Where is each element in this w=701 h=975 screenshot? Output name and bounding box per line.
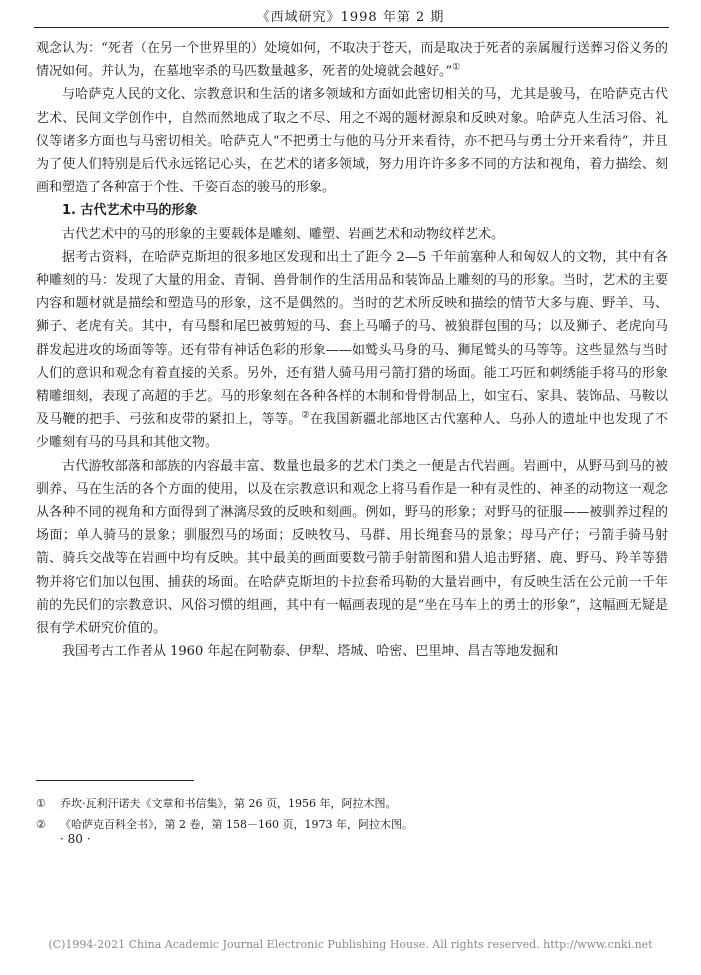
paragraph-text-tail: 在我国新疆北部地区古代塞种人、乌孙人的遗址中也发现了不少雕刻有马的马具和其他文物。: [36, 412, 668, 451]
running-header: 《西域研究》1998 年第 2 期: [256, 10, 445, 25]
section-heading: 1. 古代艺术中马的形象: [62, 203, 198, 219]
footnote-rule: [36, 780, 194, 781]
copyright-notice: (C)1994-2021 China Academic Journal Electronic Publishing House. All rights reserved. http://www.cnki.net: [48, 938, 653, 951]
article-body: [36, 37, 668, 663]
footnotes: [36, 793, 668, 835]
paragraph: [36, 246, 668, 455]
paragraph: 古代艺术中的马的形象的主要载体是雕刻、雕塑、岩画艺术和动物纹样艺术。: [62, 226, 505, 242]
paragraph: 我国考古工作者从 1960 年起在阿勒泰、伊犁、塔城、哈密、巴里坤、昌吉等地发掘和: [62, 644, 559, 660]
paragraph-continuation: [36, 37, 668, 83]
paragraph-text: 据考古资料，在哈萨克斯坦的很多地区发现和出土了距今 2—5 千年前塞种人和匈奴人的文物，其中有各种雕刻的马：发现了大量的用金、青铜、兽骨制作的生活用品和装饰品上雕刻的马的形象。当时，艺术的主要内容和题材就是描绘和塑造马的形象，这不是偶然的。当时的艺术所反映和描绘的情节大多与鹿、野羊、马、狮子、老虎有关。其中，有马鬃和尾巴被剪短的马、套上马嚼子的马、被狼群包围的马；以及狮子、老虎向马群发起进攻的场面等等。还有带有神话色彩的形象——如鹫头马身的马、狮尾鹫头的马等等。这些显然与当时人们的意识和观念有着直接的关系。另外，还有猎人骑马用弓箭打猎的场面。能工巧匠和刺绣能手将马的形象精雕细刻，表现了高超的手艺。马的形象刻在各种各样的木制和骨骨制品上，如宝石、家具、装饰品、马鞍以及马鞭的把手、弓弦和皮带的紧扣上，等等。: [36, 249, 668, 428]
footnote-text: 《哈萨克百科全书》，第 2 卷，第 158－160 页，1973 年，阿拉木图。: [60, 818, 413, 831]
footnote-text: 乔坎·瓦利汗诺夫《文章和书信集》，第 26 页，1956 年，阿拉木图。: [60, 797, 397, 810]
page-number: · 80 ·: [60, 832, 91, 846]
paragraph: 古代游牧部落和部族的内容最丰富、数量也最多的艺术门类之一便是古代岩画。岩画中，从野马到马的被驯养、马在生活的各个方面的使用，以及在宗教意识和观念上将马看作是一种有灵性的、神圣的动物这一观念从各种不同的视角和方面得到了淋漓尽致的反映和刻画。例如，野马的形象；对野马的征服——被驯养过程的场面；单人骑马的景象；驯服烈马的场面；反映牧马、马群、用长绳套马的景象；母马产仔；弓箭手骑马射箭、骑兵交战等在岩画中均有反映。其中最美的画面要数弓箭手射箭图和猎人追击野猪、鹿、野马、羚羊等猎物并将它们加以包围、捕获的场面。在哈萨克斯坦的卡拉套希玛勒的大量岩画中，有反映生活在公元前一千年前的先民们的宗教意识、风俗习惯的组画，其中有一幅画表现的是“坐在马车上的勇士的形象”，这幅画无疑是很有学术研究价值的。: [36, 458, 668, 637]
paragraph-text: 观念认为：“死者（在另一个世界里的）处境如何，不取决于苍天，而是取决于死者的亲属履行送葬习俗义务的情况如何。并认为，在墓地宰杀的马匹数量越多，死者的处境就会越好。”: [36, 41, 668, 80]
paragraph: 与哈萨克人民的文化、宗教意识和生活的诸多领域和方面如此密切相关的马，尤其是骏马，在哈萨克古代艺术、民间文学创作中，自然而然地成了取之不尽、用之不竭的题材源泉和反映对象。哈萨克人生活习俗、礼仪等诸多方面也与马密切相关。哈萨克人“不把勇士与他的马分开来看待，亦不把马与勇士分开来看待”，并且为了使人们特别是后代永远铭记心头，在艺术的诸多领域，努力用许许多多不同的方法和视角，着力描绘、刻画和塑造了各种富于个性、千姿百态的骏马的形象。: [36, 87, 668, 196]
footnote: [36, 814, 668, 835]
footnote-ref[interactable]: ①: [452, 62, 461, 73]
footnote-mark: ①: [36, 797, 46, 810]
header-rule: [34, 27, 669, 28]
footnote-mark: ②: [36, 818, 46, 831]
footnote-ref[interactable]: ②: [301, 410, 310, 421]
footnote: [36, 793, 668, 814]
